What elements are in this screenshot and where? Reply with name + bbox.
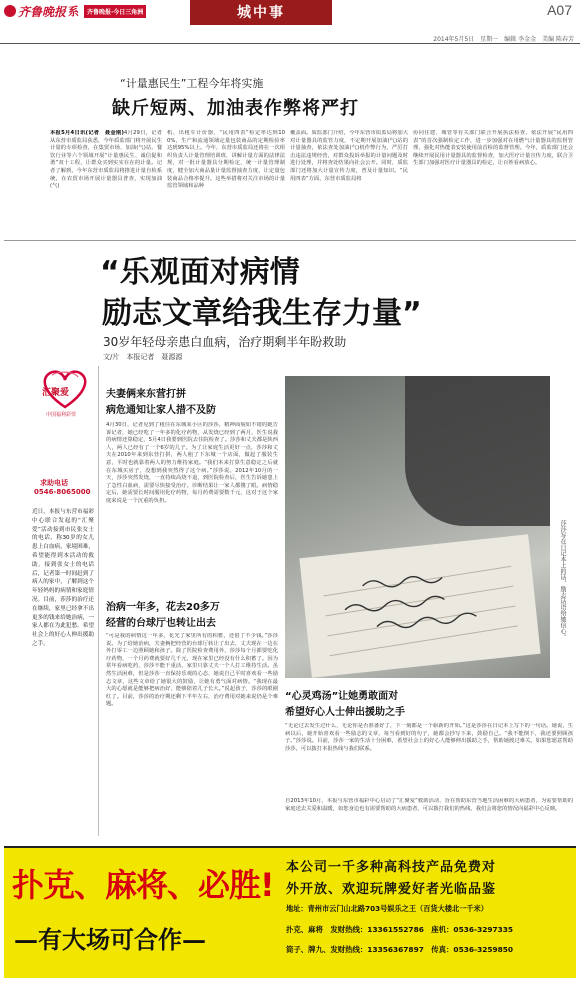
article1-col1 bbox=[50, 130, 162, 222]
article2-headline-line1: “乐观面对病情 bbox=[100, 255, 300, 290]
hotline-number: 0546-8065000 bbox=[34, 488, 91, 496]
charity-logo-title: 汇聚爱 bbox=[42, 388, 70, 398]
subhead1-line2: 病危通知让家人措不及防 bbox=[106, 405, 216, 416]
article1-byline: 本报5月4日讯(记者 聂金刚) bbox=[50, 130, 124, 136]
sidebar-divider bbox=[98, 366, 99, 836]
article2-body2: “可是我的病情这一年多，花光了家里所有的积蓄，还借了不少钱。”莎莎说。为了给她治病，夫妻俩把经营的台球厅转让了出去，丈夫现在一边在外打零工一边照顾她和孩子。除了医院检查费用外，莎莎每个月都要吃化疗药物，一个月药费就要好几千元，现在家里已经没有什么积蓄了。因为常年看病吃药，莎莎不能干重活，家里只靠丈夫一个人打工维持生活。虽然生活困难，但是莎莎一直保持乐观的心态，她说自己平时喜欢看一些励志文章，这些文章给了她很大的鼓励，让她有勇气面对病情。“我现在最大的心愿就是能够把病治好，能够陪着儿子长大。”说起孩子，莎莎的眼圈红了。目前，莎莎的治疗期还剩下半年左右，治疗费用对她来说仍是个难题。 bbox=[106, 633, 278, 708]
edition-label: 齐鲁晚报·今日三角洲 bbox=[87, 8, 144, 16]
masthead bbox=[0, 0, 580, 44]
charity-logo bbox=[34, 367, 96, 427]
ad-line1: 本公司一千多种高科技产品免费对 bbox=[286, 860, 497, 875]
subhead3-line2: 希望好心人士伸出援助之手 bbox=[285, 707, 405, 718]
ad-slogan: —有大场可合作— bbox=[14, 925, 206, 954]
article2-body1: 4月30日，记者见到了租住在东城某小区的莎莎，精神面貌如不错的她告诉记者，她已经吃了一年多的化疗药物，从发烧已经到了两月，医生说我的病情还算稳定，5月4日我要到医院去住院检查了。莎莎和丈夫都是陕西人，两人已经有了一个6岁的儿子。为了让家庭生活更好一点，莎莎和丈夫在2010年来到东营打拼，两人租了下东城一个店面，做起了服装生意，平时也就靠着两人的努力维持家庭。“我们本来打算生意稳定之后就在东城买房子，没想到我突然得了这个病。”莎莎说。2012年10月的一天，莎莎突然发烧，一直持续高烧不退，到医院检查后，医生告诉她患上了急性白血病，需要尽快接受治疗。诊断结果让一家人都傻了眼。病情稳定后，她需要长时间服用化疗药物，每月药费需要数千元，这对于这个家庭来说是一个沉重的负担。 bbox=[106, 422, 278, 504]
logo-xi: 系 bbox=[68, 5, 80, 18]
article2-headline-line2: 励志文章给我生存力量” bbox=[102, 296, 422, 331]
article1-col1-text: 4月29日，记者从东营市质监局获悉，今年质监部门将开展民生计量的专项检查，在集贸市场、加油(气)站、餐饮行业等六个领域开展“计量惠民生、诚信促和谐”双十工程，让群众买到实实在在的计量。记者了解到，今年东营市质监局将推进计量自检系统，在农贸市场开展计量器具普查，实现加油(气) bbox=[50, 130, 162, 190]
article1-headline: 缺斤短两、加油表作弊将严打 bbox=[112, 98, 359, 119]
masthead-rule bbox=[0, 43, 580, 44]
charity-logo-sub: 中国福利彩票 bbox=[46, 412, 77, 418]
photo-figure bbox=[405, 376, 550, 526]
article1-kicker: “计量惠民生”工程今年将实施 bbox=[120, 77, 264, 90]
ad-banner bbox=[4, 846, 576, 978]
ad-line2: 外开放、欢迎玩牌爱好者光临品鉴 bbox=[286, 882, 497, 897]
ad-headline: 扑克、麻将、必胜! bbox=[12, 866, 274, 904]
sidebar-intro: 近日，本报与东营市福彩中心联合发起的“汇聚爱”活动接到市民张女士的电话，称30岁的女儿患上白血病，家境困难，希望能得到本活动的救助。接到张女士的电话后，记者第一时间赶到了病人的家中，了解到这个年轻妈妈的病情和家庭情况。目前，莎莎的治疗还在继续，家里已经拿不出更多的钱来给她治病，一家人都在为此犯愁。希望社会上的好心人伸出援助之手。 bbox=[32, 509, 94, 647]
hotline-label: 求助电话 bbox=[40, 479, 68, 487]
page-number: A07 bbox=[547, 2, 572, 18]
photo-notebook bbox=[299, 534, 540, 677]
handwriting-lines bbox=[299, 534, 540, 677]
subhead2-line2: 经营的台球厅也转让出去 bbox=[106, 618, 216, 629]
article1-col4: 协同住建、城管等有关部门联合开展执法检查，依法开展“民用四表”的首次强制检定工作，进一步加强对在用燃气计量器具的监督管理，强化对热能表安装使用前首检的监督管理。今年，质监部门还会继续开展民用计量器具的监督检查，加大医疗计量宣传力度，联合卫生部门加强对医疗计量器具的检定，让百姓看病放心。 bbox=[413, 130, 573, 167]
ad-address: 地址：青州市云门山北路703号娱乐之王（百货大楼北一千米） bbox=[286, 904, 488, 913]
ad-contact2: 筒子、牌九、发财热线：13356367897 传真：0536-3259850 bbox=[286, 945, 514, 954]
ad-contact1: 扑克、麻将 发财热线：13361552786 座机：0536-3297335 bbox=[286, 925, 514, 934]
subhead3-line1: “心灵鸡汤”让她勇敢面对 bbox=[285, 691, 399, 702]
section-title: 城中事 bbox=[237, 5, 285, 21]
article2-subtitle: 30岁年轻母亲患白血病，治疗期剩半年盼救助 bbox=[103, 335, 347, 349]
newspaper-logo bbox=[4, 3, 146, 19]
photo-caption: 莎莎写在日记本上的话，励志话语给她信心。 bbox=[559, 520, 566, 640]
article-divider bbox=[4, 240, 576, 241]
article1-col2: 机、出租车计价器、“民用四表”检定率达到100%，生产和流通领域定量包装商品的定期检验率达到95%以上。今年，东营市质监局还将在一次组织负责人计量管理培训班，讲解计量方面的法律法规，对一批计量器具分期检定，统一计量管理制度，健全加大商品量计量监督抽查力度，让定量包装商品合格率提升。这些举措将对关注市场的计量监管领域和品种 bbox=[167, 130, 285, 190]
subhead2-line1: 治病一年多，花去20多万 bbox=[106, 602, 220, 613]
logo-text: 齐鲁晚报 bbox=[18, 4, 67, 19]
article2-body4: 自2013年10月，本报与东营市福彩中心启动了“汇聚爱”救助活动，旨在帮助东营当地生活困难的大病患者，为需要帮助的家庭送去关爱和温暖，如您身边也有需要帮助的大病患者，可以拨打我们的热线，我们会将您的情况向福彩中心反映。 bbox=[285, 798, 573, 812]
subhead1-line1: 夫妻俩来东营打拼 bbox=[106, 389, 186, 400]
article-photo bbox=[285, 376, 550, 678]
article2-body3: “无论过去发生过什么，无论你是否准备好了，下一刻都是一个崭新的开始。”这是莎莎在日记本上写下的一句话。她说，生病以后，她开始喜欢看一些励志的文章，每当看到好的句子，她都会抄写下来，鼓励自己。“我不能倒下，我还要照顾孩子。”莎莎说。目前，莎莎一家的生活十分困难，希望社会上的好心人能够伸出援助之手，帮助她渡过难关。如果您愿意帮助莎莎，可以拨打本报热线与我们联系。 bbox=[285, 723, 573, 752]
logo-emblem-icon bbox=[4, 5, 16, 17]
article2-byline: 文/片 本报记者 聂源源 bbox=[103, 353, 183, 361]
edition-box bbox=[84, 5, 146, 18]
dateline: 2014年5月5日 星期一 编辑 李金金 美编 陈春芳 bbox=[433, 36, 574, 43]
article1-col3: 覆盖面。质监部门介绍，今年东营市质监局将加大对计量器具的监管力度，不定期开展加油(气)站的计量抽查，依法查处加油(气)机作弊行为，严厉打击违法违规经营，对群众投诉举报的计量问题及时进行处理，并将查处结果向社会公开。同时，质监部门还将加大计量宣传力度，普及计量知识。“民用四表”方面，东营市质监局将 bbox=[290, 130, 408, 182]
